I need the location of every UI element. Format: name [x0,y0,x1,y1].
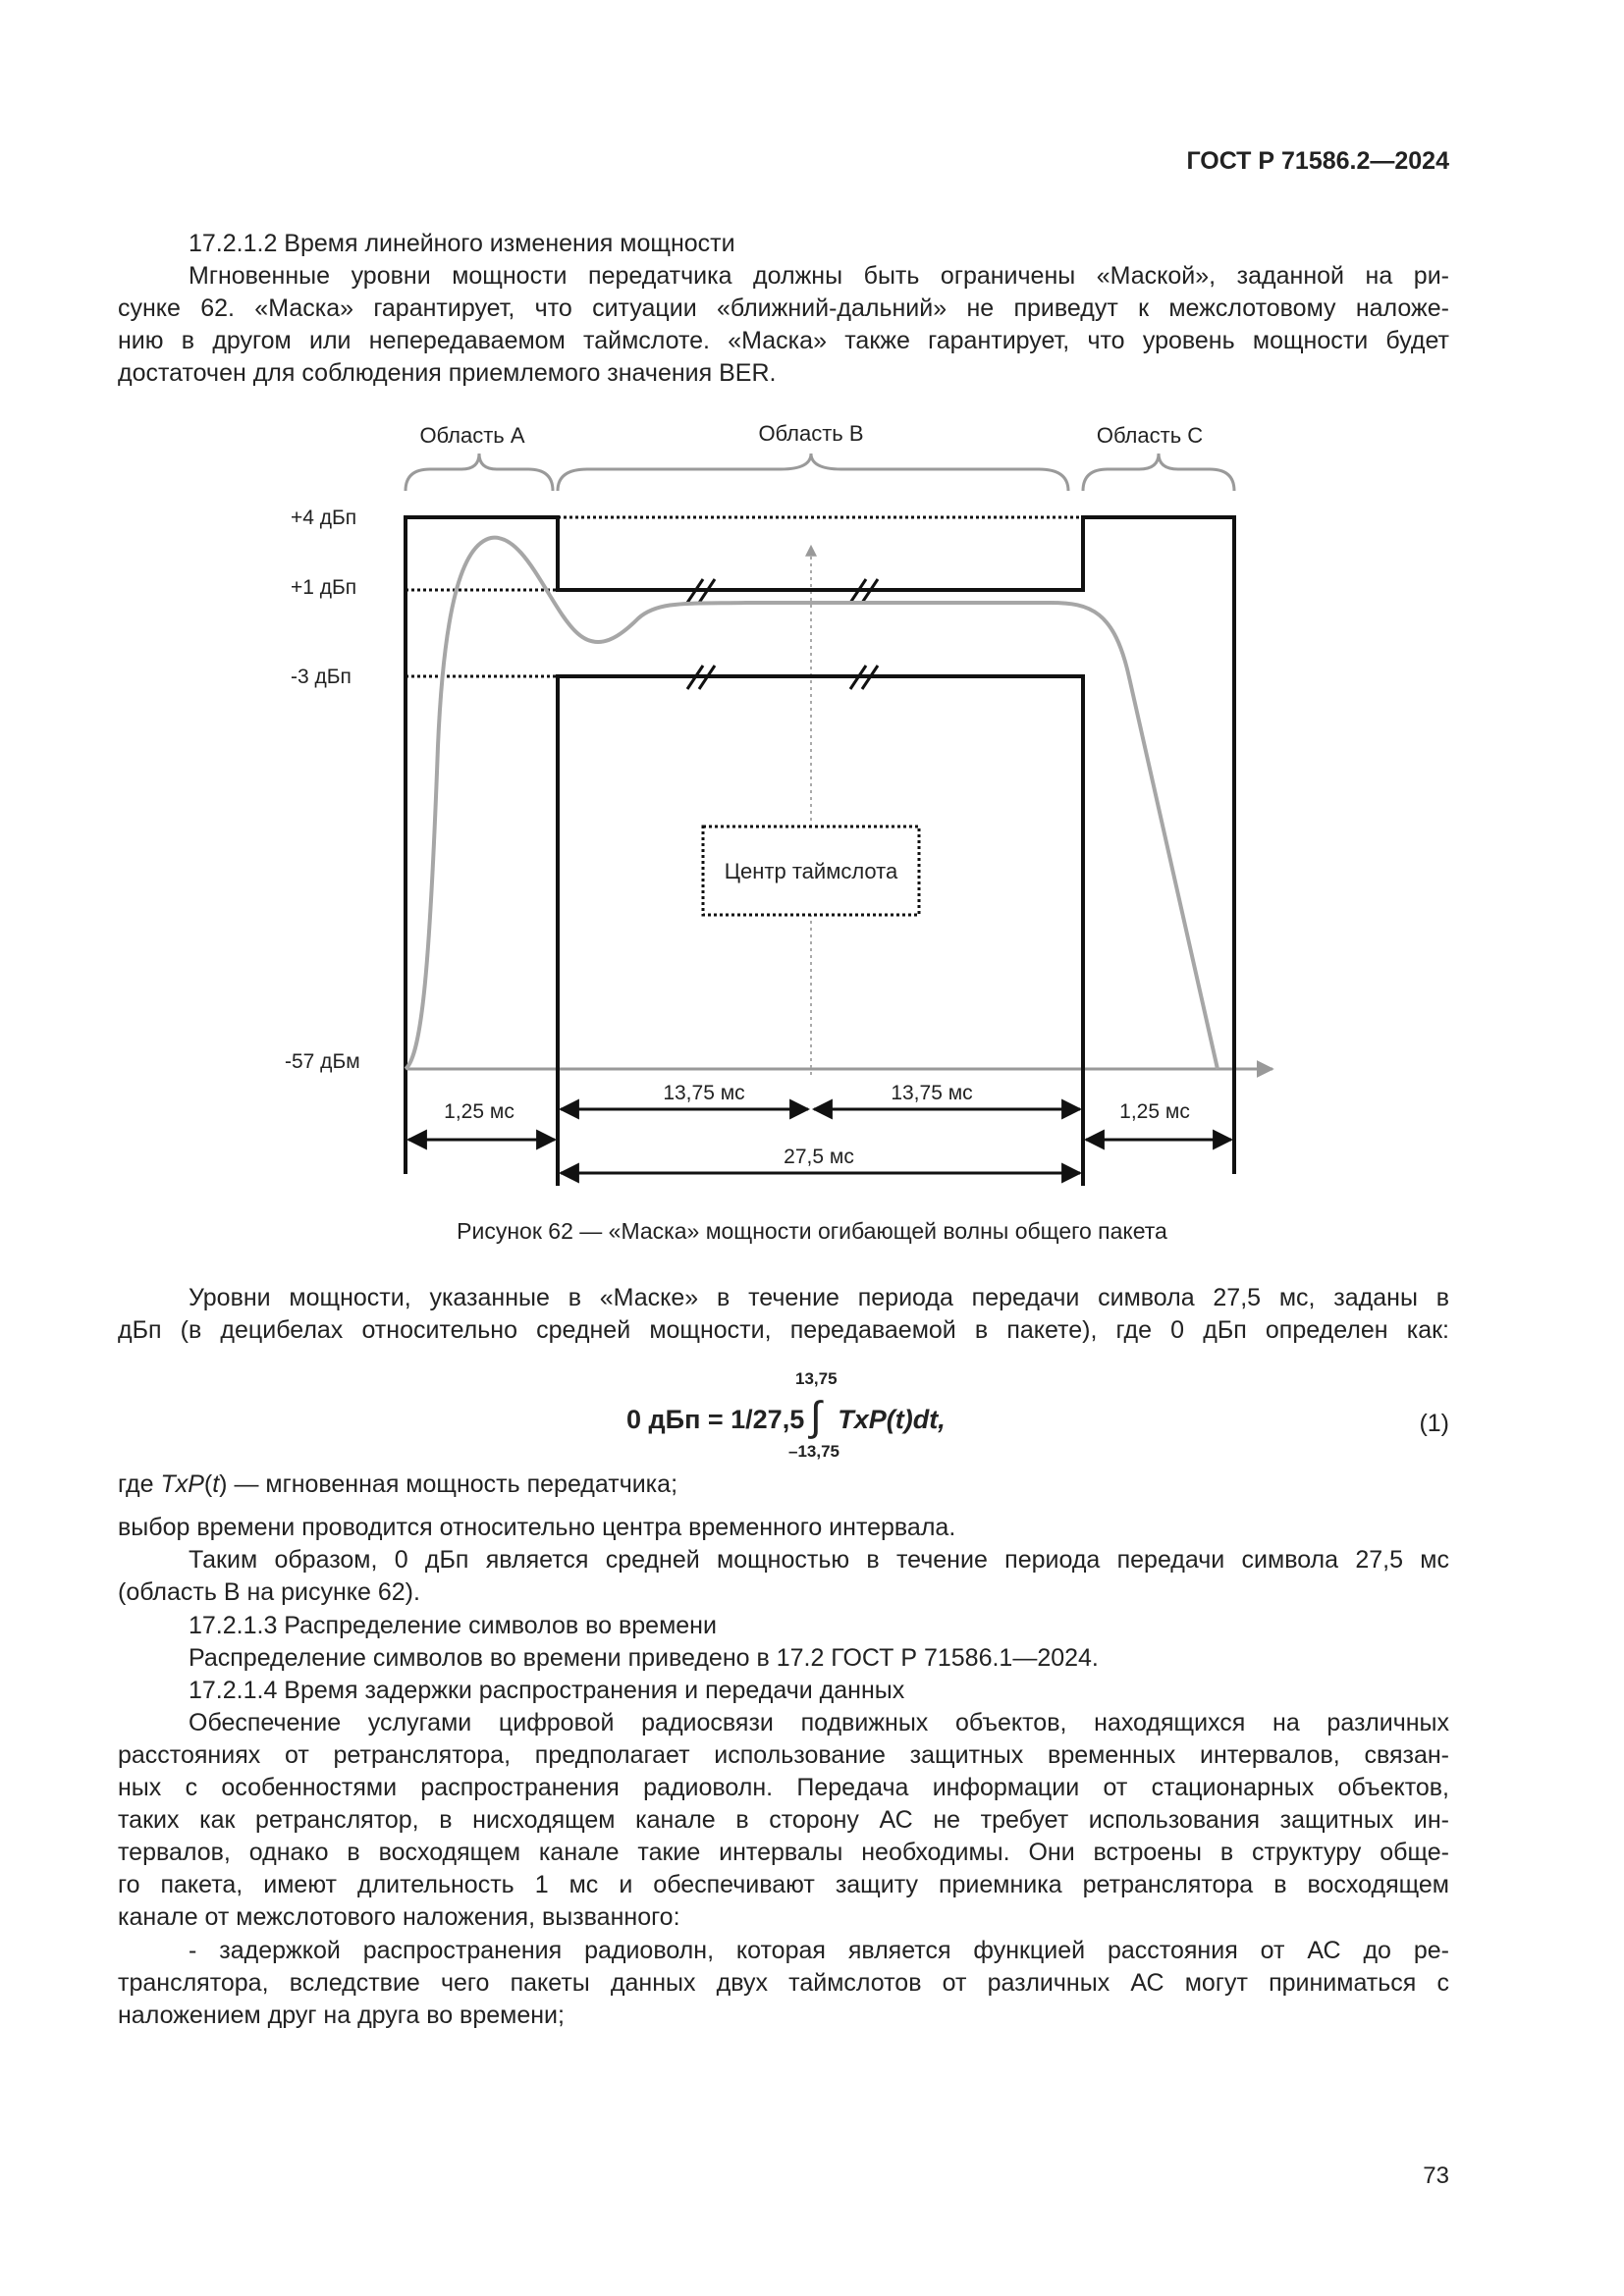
region-braces [406,454,1234,491]
formula-body [626,1405,946,1435]
break-marks [687,579,878,689]
integral-lower-limit: –13,75 [788,1442,839,1461]
duration-left-label: 1,25 мс [444,1100,514,1123]
list-item-line: наложением друг на друга во времени; [118,2002,565,2029]
formula-1 [589,1369,1080,1468]
paragraph-line: выбор времени проводится относительно центра временного интервала. [118,1514,956,1541]
level-label-plus4: +4 дБп [291,507,357,529]
paragraph-line: Обеспечение услугами цифровой радиосвязи подвижных объектов, находящихся на различных [189,1709,1449,1736]
list-item-line: транслятора, вследствие чего пакеты данных двух таймслотов от различных АС могут приниматься с [118,1969,1449,1997]
where-definition: где TxP(t) — мгновенная мощность передатчика; [118,1470,678,1498]
paragraph-line: нию в другом или непередаваемом таймслоте. «Маска» также гарантирует, что уровень мощности будет [118,327,1449,354]
paragraph-line: Уровни мощности, указанные в «Маске» в течение периода передачи символа 27,5 мс, заданы в [189,1284,1449,1311]
region-c-label: Область C [1096,423,1204,448]
paragraph-line: таких как ретранслятор, в нисходящем канале в сторону АС не требует использования защитных ин- [118,1806,1449,1834]
timeslot-center-label: Центр таймслота [724,859,898,883]
list-item-line: - задержкой распространения радиоволн, которая является функцией расстояния от АС до ре- [189,1937,1449,1964]
paragraph-line: Мгновенные уровни мощности передатчика должны быть ограничены «Маской», заданной на ри- [189,262,1449,290]
brace-region-b [558,454,1068,491]
level-label-minus3: -3 дБп [291,666,352,688]
paragraph-line: Таким образом, 0 дБп является средней мощностью в течение периода передачи символа 27,5 мс [189,1546,1449,1574]
paragraph-line: (область B на рисунке 62). [118,1578,420,1606]
figure-caption: Рисунок 62 — «Маска» мощности огибающей волны общего пакета [457,1218,1167,1244]
section-heading-17-2-1-2: 17.2.1.2 Время линейного изменения мощности [189,230,735,257]
section-heading-17-2-1-4: 17.2.1.4 Время задержки распространения и передачи данных [189,1677,905,1704]
level-label-plus1: +1 дБп [291,576,357,599]
duration-half-right-label: 13,75 мс [891,1082,973,1104]
brace-region-c [1083,454,1234,491]
integral-upper-limit: 13,75 [795,1369,838,1388]
paragraph-line: канале от межслотового наложения, вызванного: [118,1903,680,1931]
duration-right-label: 1,25 мс [1119,1100,1190,1123]
equation-number: (1) [1419,1410,1449,1437]
paragraph-line: ных с особенностями распространения радиоволн. Передача информации от стационарных объектов, [118,1774,1449,1801]
duration-half-left-label: 13,75 мс [663,1082,745,1104]
power-envelope-curve [406,538,1218,1069]
paragraph-line: тервалов, однако в восходящем канале такие интервалы необходимы. Они встроены в структуру обще- [118,1839,1449,1866]
integral-sign: ∫ [810,1393,822,1439]
paragraph-line: достаточен для соблюдения приемлемого значения BER. [118,359,777,387]
formula-integrand: TxP(t)dt, [838,1405,946,1434]
section-heading-17-2-1-3: 17.2.1.3 Распределение символов во времени [189,1612,717,1639]
paragraph-line: го пакета, имеют длительность 1 мс и обеспечивают защиту приемника ретранслятора в восходящем [118,1871,1449,1898]
region-a-label: Область A [419,423,525,448]
formula-lhs: 0 дБп = 1/27,5 [626,1405,805,1434]
brace-region-a [406,454,553,491]
paragraph-line: сунке 62. «Маска» гарантирует, что ситуации «ближний-дальний» не приведут к межслотовому наложе- [118,294,1449,322]
region-b-label: Область B [758,421,864,446]
paragraph-line: Распределение символов во времени приведено в 17.2 ГОСТ Р 71586.1—2024. [189,1644,1099,1672]
duration-total-label: 27,5 мс [784,1146,854,1168]
paragraph-line: расстояниях от ретранслятора, предполагает использование защитных временных интервалов, связан- [118,1741,1449,1769]
paragraph-line: дБп (в децибелах относительно средней мощности, передаваемой в пакете), где 0 дБп определен как: [118,1316,1449,1344]
level-label-minus57: -57 дБм [285,1050,360,1073]
page-number: 73 [1423,2163,1449,2189]
document-id: ГОСТ Р 71586.2—2024 [1186,147,1449,175]
